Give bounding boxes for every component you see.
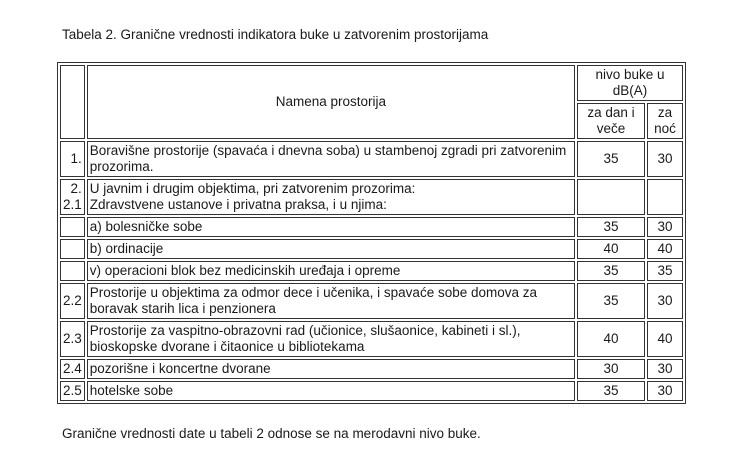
row-dan: 35 [577,261,645,281]
row-text: Prostorije u objektima za odmor dece i učenika, i spavaće sobe domova za boravak starih lica i penzionera [87,283,575,319]
row-noc: 30 [647,141,683,177]
row-text: v) operacioni blok bez medicinskih uređaja i opreme [87,261,575,281]
row-dan: 40 [577,239,645,259]
row-text: Prostorije za vaspitno-obrazovni rad (učionice, slušaonice, kabineti i sl.), bioskopske dvorane i čitaonice u bibliotekama [87,321,575,357]
row-num: 2.2 [60,283,85,319]
row-noc: 30 [647,359,683,379]
row-noc: 30 [647,381,683,401]
row-noc: 40 [647,321,683,357]
row-text: hotelske sobe [87,381,575,401]
table-row [60,283,683,319]
row-text-b: Zdravstvene ustanove i privatna praksa, i u njima: [89,197,387,212]
table-row [60,179,683,215]
row-num: 2.4 [60,359,85,379]
header-namena: Namena prostorija [87,65,575,139]
row-dan: 40 [577,321,645,357]
header-noc: za noć [647,103,683,139]
row-noc: 40 [647,239,683,259]
header-num-cell [60,65,85,139]
row-num [60,217,85,237]
row-text: b) ordinacije [87,239,575,259]
row-noc: 30 [647,217,683,237]
row-dan [577,179,645,215]
row-num [60,239,85,259]
row-num: 1. [60,141,85,177]
table-row [60,321,683,357]
row-dan: 35 [577,217,645,237]
row-dan: 35 [577,381,645,401]
table-row [60,141,683,177]
row-noc [647,179,683,215]
row-noc: 35 [647,261,683,281]
table-row [60,217,683,237]
row-num-b: 2.1 [63,197,82,212]
table-header-row [60,65,683,101]
table-row [60,239,683,259]
table-note: Granične vrednosti date u tabeli 2 odnose se na merodavni nivo buke. [62,426,481,441]
table-row [60,261,683,281]
row-text [87,179,575,215]
row-text: a) bolesničke sobe [87,217,575,237]
row-num: 2.3 [60,321,85,357]
row-text-a: U javnim i drugim objektima, pri zatvorenim prozorima: [89,181,416,196]
row-dan: 35 [577,283,645,319]
header-nivo: nivo buke u dB(A) [577,65,683,101]
row-text: Boravišne prostorije (spavaća i dnevna soba) u stambenoj zgradi pri zatvorenim prozorima. [87,141,575,177]
row-num [60,261,85,281]
row-num [60,179,85,215]
noise-limits-table [57,62,686,404]
row-noc: 30 [647,283,683,319]
table-row [60,359,683,379]
row-num: 2.5 [60,381,85,401]
row-text: pozorišne i koncertne dvorane [87,359,575,379]
table-caption: Tabela 2. Granične vrednosti indikatora buke u zatvorenim prostorijama [62,27,489,42]
header-dan: za dan i veče [577,103,645,139]
row-num-a: 2. [70,181,82,196]
row-dan: 35 [577,141,645,177]
table-row [60,381,683,401]
row-dan: 30 [577,359,645,379]
